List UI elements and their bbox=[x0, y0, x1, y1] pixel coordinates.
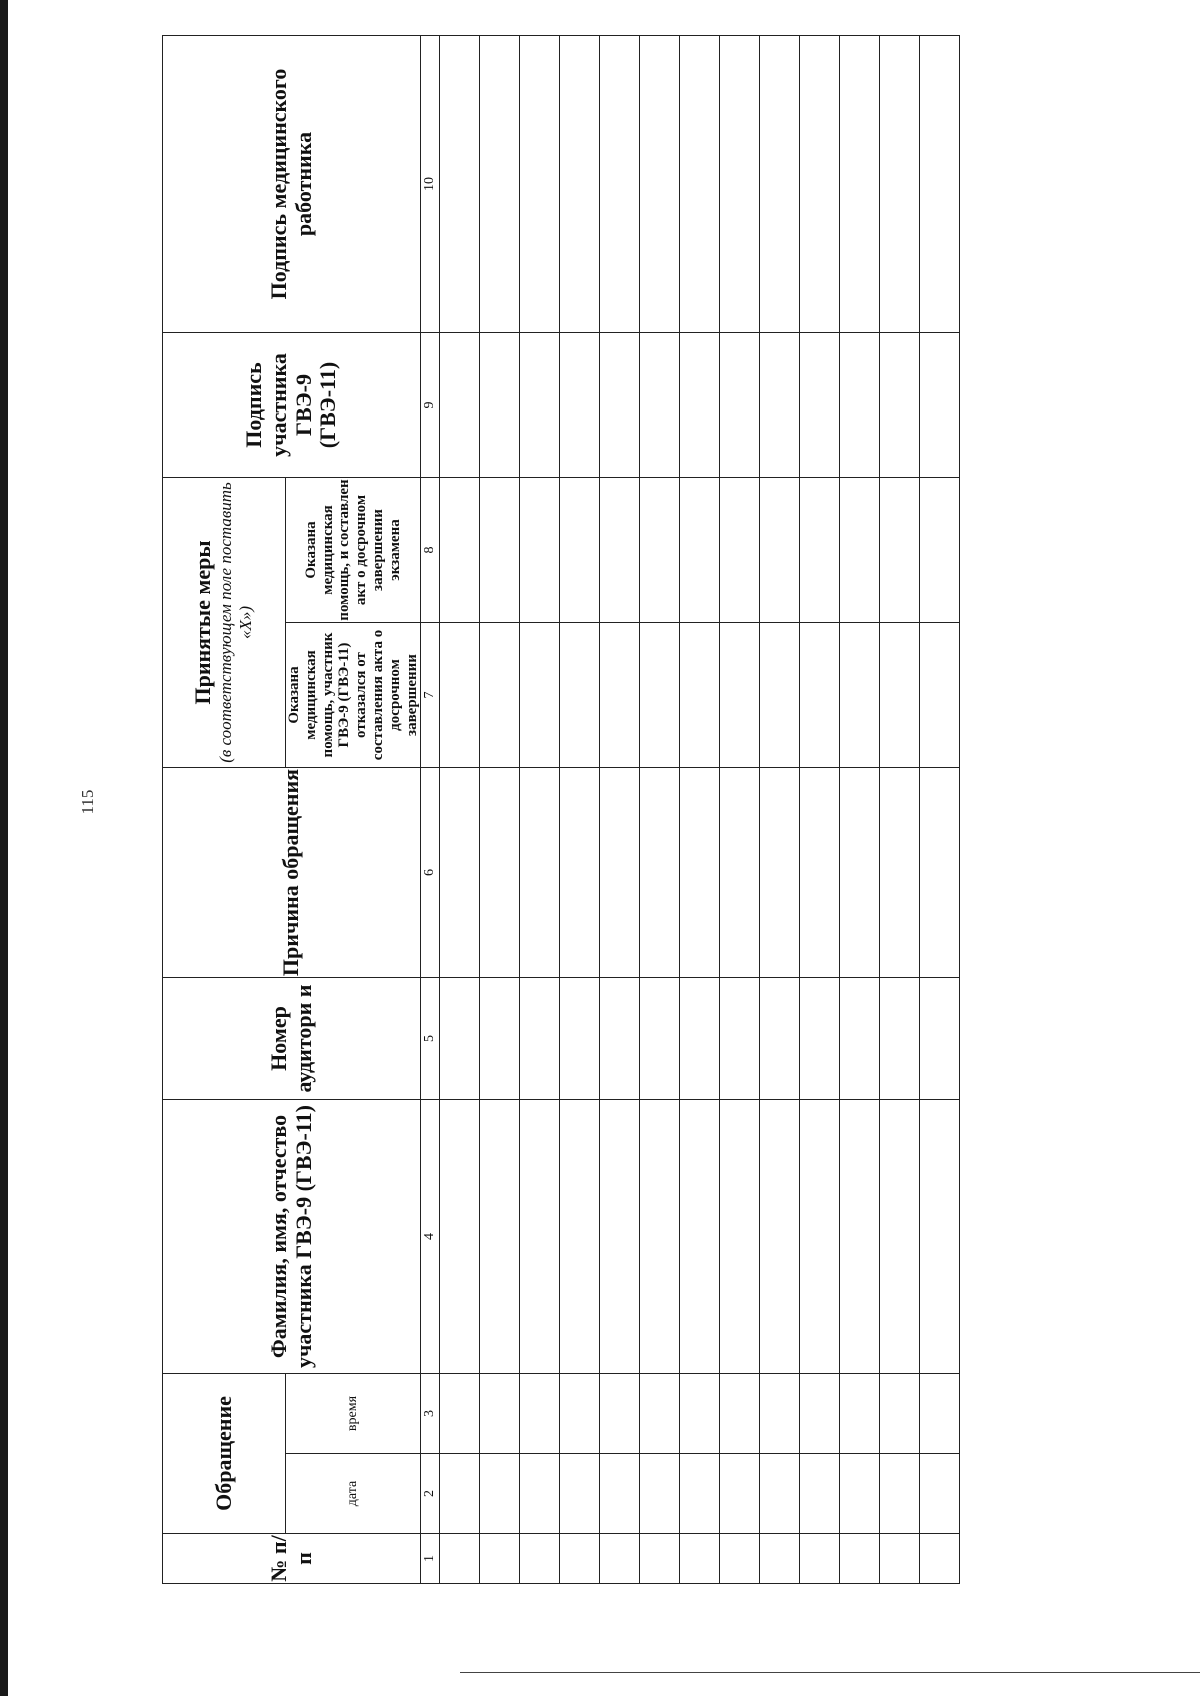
table-cell[interactable] bbox=[840, 36, 880, 333]
table-cell[interactable] bbox=[680, 1100, 720, 1374]
table-cell[interactable] bbox=[520, 1374, 560, 1454]
table-cell[interactable] bbox=[640, 1100, 680, 1374]
table-cell[interactable] bbox=[840, 478, 880, 623]
column-number: 5 bbox=[421, 978, 440, 1100]
table-cell[interactable] bbox=[840, 333, 880, 478]
table-cell[interactable] bbox=[880, 768, 920, 978]
header-data: дата bbox=[286, 1454, 421, 1534]
header-obrashchenie: Обращение bbox=[163, 1374, 286, 1534]
table-cell[interactable] bbox=[520, 333, 560, 478]
header-mery-title: Принятые меры bbox=[190, 540, 216, 705]
table-cell[interactable] bbox=[920, 1100, 960, 1374]
table-cell[interactable] bbox=[440, 978, 480, 1100]
table-cell[interactable] bbox=[440, 36, 480, 333]
table-row bbox=[840, 36, 880, 1584]
table-cell[interactable] bbox=[640, 1374, 680, 1454]
table-cell[interactable] bbox=[880, 478, 920, 623]
column-number: 9 bbox=[421, 333, 440, 478]
column-number: 1 bbox=[421, 1534, 440, 1584]
table-row bbox=[480, 36, 520, 1584]
header-vremya: время bbox=[286, 1374, 421, 1454]
header-num: № п/п bbox=[163, 1534, 421, 1584]
table-cell[interactable] bbox=[680, 978, 720, 1100]
table-cell[interactable] bbox=[840, 1454, 880, 1534]
table-cell[interactable] bbox=[560, 478, 600, 623]
table-cell[interactable] bbox=[680, 36, 720, 333]
table-cell[interactable] bbox=[480, 768, 520, 978]
table-cell[interactable] bbox=[600, 478, 640, 623]
table-cell[interactable] bbox=[920, 623, 960, 768]
table-cell[interactable] bbox=[440, 768, 480, 978]
table-cell[interactable] bbox=[920, 768, 960, 978]
table-cell[interactable] bbox=[480, 333, 520, 478]
column-number: 2 bbox=[421, 1454, 440, 1534]
header-podpis-medrabotnika: Подпись медицинского работника bbox=[163, 36, 421, 333]
table-cell[interactable] bbox=[680, 1374, 720, 1454]
header-mery-akt: Оказана медицинская помощь, и составлен акт о досрочном завершении экзамена bbox=[286, 478, 421, 623]
column-number: 10 bbox=[421, 36, 440, 333]
table-cell[interactable] bbox=[880, 1534, 920, 1584]
table-cell[interactable] bbox=[640, 1454, 680, 1534]
table-row bbox=[600, 36, 640, 1584]
table-cell[interactable] bbox=[640, 1534, 680, 1584]
header-fio: Фамилия, имя, отчество участника ГВЭ-9 (ГВЭ-11) bbox=[163, 1100, 421, 1374]
table-cell[interactable] bbox=[920, 1374, 960, 1454]
table-cell[interactable] bbox=[480, 1534, 520, 1584]
table-cell[interactable] bbox=[840, 1534, 880, 1584]
table-cell[interactable] bbox=[760, 1100, 800, 1374]
table-cell[interactable] bbox=[760, 1534, 800, 1584]
table-cell[interactable] bbox=[800, 333, 840, 478]
table-cell[interactable] bbox=[760, 36, 800, 333]
table-cell[interactable] bbox=[600, 1374, 640, 1454]
table-cell[interactable] bbox=[560, 1534, 600, 1584]
table-cell[interactable] bbox=[640, 768, 680, 978]
header-podpis-uchastnika: Подпись участника ГВЭ-9 (ГВЭ-11) bbox=[163, 333, 421, 478]
table-row bbox=[560, 36, 600, 1584]
table-cell[interactable] bbox=[640, 478, 680, 623]
table-cell[interactable] bbox=[680, 623, 720, 768]
medical-journal-table bbox=[162, 35, 960, 1584]
table-cell[interactable] bbox=[640, 978, 680, 1100]
table-row bbox=[760, 36, 800, 1584]
table-cell[interactable] bbox=[560, 333, 600, 478]
header-auditoriya: Номер аудитори и bbox=[163, 978, 421, 1100]
column-number: 7 bbox=[421, 623, 440, 768]
table-cell[interactable] bbox=[440, 1374, 480, 1454]
table-cell[interactable] bbox=[800, 978, 840, 1100]
footer-rule bbox=[460, 1672, 1200, 1673]
table-cell[interactable] bbox=[920, 1534, 960, 1584]
page-number: 115 bbox=[78, 789, 97, 815]
table-cell[interactable] bbox=[560, 1374, 600, 1454]
table-row bbox=[800, 36, 840, 1584]
table-cell[interactable] bbox=[680, 333, 720, 478]
table-cell[interactable] bbox=[600, 978, 640, 1100]
table-row bbox=[880, 36, 920, 1584]
table-cell[interactable] bbox=[880, 36, 920, 333]
table-cell[interactable] bbox=[880, 1454, 920, 1534]
table-cell[interactable] bbox=[800, 1454, 840, 1534]
table-row bbox=[520, 36, 560, 1584]
table-cell[interactable] bbox=[560, 36, 600, 333]
table-cell[interactable] bbox=[640, 623, 680, 768]
table-cell[interactable] bbox=[880, 1374, 920, 1454]
table-cell[interactable] bbox=[840, 623, 880, 768]
table-cell[interactable] bbox=[720, 36, 760, 333]
table-cell[interactable] bbox=[800, 36, 840, 333]
column-number-row bbox=[421, 36, 440, 1584]
binding-edge bbox=[0, 0, 8, 1696]
table-cell[interactable] bbox=[560, 1100, 600, 1374]
table-row bbox=[680, 36, 720, 1584]
header-mery-note: (в соответствующем поле поставить «Х») bbox=[215, 482, 256, 763]
table-cell[interactable] bbox=[840, 768, 880, 978]
table-cell[interactable] bbox=[920, 333, 960, 478]
table-cell[interactable] bbox=[760, 623, 800, 768]
table-cell[interactable] bbox=[600, 1534, 640, 1584]
table-cell[interactable] bbox=[480, 1100, 520, 1374]
table-cell[interactable] bbox=[520, 1534, 560, 1584]
table-row bbox=[440, 36, 480, 1584]
table-cell[interactable] bbox=[800, 1534, 840, 1584]
table-cell[interactable] bbox=[560, 768, 600, 978]
column-number: 6 bbox=[421, 768, 440, 978]
table-cell[interactable] bbox=[520, 768, 560, 978]
table-cell[interactable] bbox=[800, 768, 840, 978]
column-number: 8 bbox=[421, 478, 440, 623]
rotated-page-content bbox=[162, 36, 1200, 1584]
table-cell[interactable] bbox=[720, 978, 760, 1100]
table-cell[interactable] bbox=[600, 1100, 640, 1374]
table-cell[interactable] bbox=[600, 623, 640, 768]
table-cell[interactable] bbox=[840, 1374, 880, 1454]
table-cell[interactable] bbox=[760, 978, 800, 1100]
table-cell[interactable] bbox=[760, 1454, 800, 1534]
table-cell[interactable] bbox=[880, 623, 920, 768]
table-cell[interactable] bbox=[920, 36, 960, 333]
table-cell[interactable] bbox=[440, 1454, 480, 1534]
table-cell[interactable] bbox=[720, 768, 760, 978]
table-cell[interactable] bbox=[680, 1454, 720, 1534]
table-cell[interactable] bbox=[760, 768, 800, 978]
table-cell[interactable] bbox=[920, 1454, 960, 1534]
table-cell[interactable] bbox=[440, 1100, 480, 1374]
table-cell[interactable] bbox=[800, 1100, 840, 1374]
table-cell[interactable] bbox=[440, 333, 480, 478]
table-row bbox=[640, 36, 680, 1584]
table-cell[interactable] bbox=[440, 623, 480, 768]
table-cell[interactable] bbox=[480, 623, 520, 768]
table-cell[interactable] bbox=[760, 478, 800, 623]
table-cell[interactable] bbox=[880, 333, 920, 478]
table-cell[interactable] bbox=[680, 1534, 720, 1584]
table-cell[interactable] bbox=[640, 333, 680, 478]
table-cell[interactable] bbox=[880, 978, 920, 1100]
table-cell[interactable] bbox=[840, 978, 880, 1100]
table-row bbox=[920, 36, 960, 1584]
table-cell[interactable] bbox=[520, 978, 560, 1100]
table-cell[interactable] bbox=[720, 623, 760, 768]
table-cell[interactable] bbox=[480, 1374, 520, 1454]
table-cell[interactable] bbox=[800, 623, 840, 768]
table-cell[interactable] bbox=[600, 36, 640, 333]
table-cell[interactable] bbox=[920, 478, 960, 623]
table-cell[interactable] bbox=[520, 1454, 560, 1534]
table-cell[interactable] bbox=[800, 1374, 840, 1454]
table-cell[interactable] bbox=[800, 478, 840, 623]
table-cell[interactable] bbox=[720, 1100, 760, 1374]
table-cell[interactable] bbox=[880, 1100, 920, 1374]
table-cell[interactable] bbox=[600, 1454, 640, 1534]
table-cell[interactable] bbox=[560, 978, 600, 1100]
table-cell[interactable] bbox=[560, 1454, 600, 1534]
column-number: 3 bbox=[421, 1374, 440, 1454]
column-number: 4 bbox=[421, 1100, 440, 1374]
header-mery bbox=[163, 478, 286, 768]
table-cell[interactable] bbox=[520, 1100, 560, 1374]
table-cell[interactable] bbox=[720, 333, 760, 478]
header-prichina: Причина обращения bbox=[163, 768, 421, 978]
table-cell[interactable] bbox=[720, 1534, 760, 1584]
table-cell[interactable] bbox=[920, 978, 960, 1100]
table-cell[interactable] bbox=[560, 623, 600, 768]
table-cell[interactable] bbox=[600, 333, 640, 478]
table-cell[interactable] bbox=[480, 478, 520, 623]
table-cell[interactable] bbox=[760, 1374, 800, 1454]
table-cell[interactable] bbox=[720, 478, 760, 623]
table-cell[interactable] bbox=[720, 1454, 760, 1534]
table-cell[interactable] bbox=[520, 36, 560, 333]
table-cell[interactable] bbox=[520, 478, 560, 623]
table-cell[interactable] bbox=[680, 478, 720, 623]
table-cell[interactable] bbox=[480, 36, 520, 333]
table-cell[interactable] bbox=[600, 768, 640, 978]
table-cell[interactable] bbox=[520, 623, 560, 768]
table-cell[interactable] bbox=[760, 333, 800, 478]
table-cell[interactable] bbox=[440, 478, 480, 623]
table-cell[interactable] bbox=[480, 1454, 520, 1534]
data-rows bbox=[440, 36, 960, 1584]
table-cell[interactable] bbox=[840, 1100, 880, 1374]
table-row bbox=[720, 36, 760, 1584]
table-cell[interactable] bbox=[680, 768, 720, 978]
table-cell[interactable] bbox=[480, 978, 520, 1100]
header-mery-otkaz: Оказана медицинская помощь, участник ГВЭ-9 (ГВЭ-11) отказался от составления акта о досрочном завершении bbox=[286, 623, 421, 768]
table-cell[interactable] bbox=[440, 1534, 480, 1584]
table-cell[interactable] bbox=[720, 1374, 760, 1454]
table-cell[interactable] bbox=[640, 36, 680, 333]
